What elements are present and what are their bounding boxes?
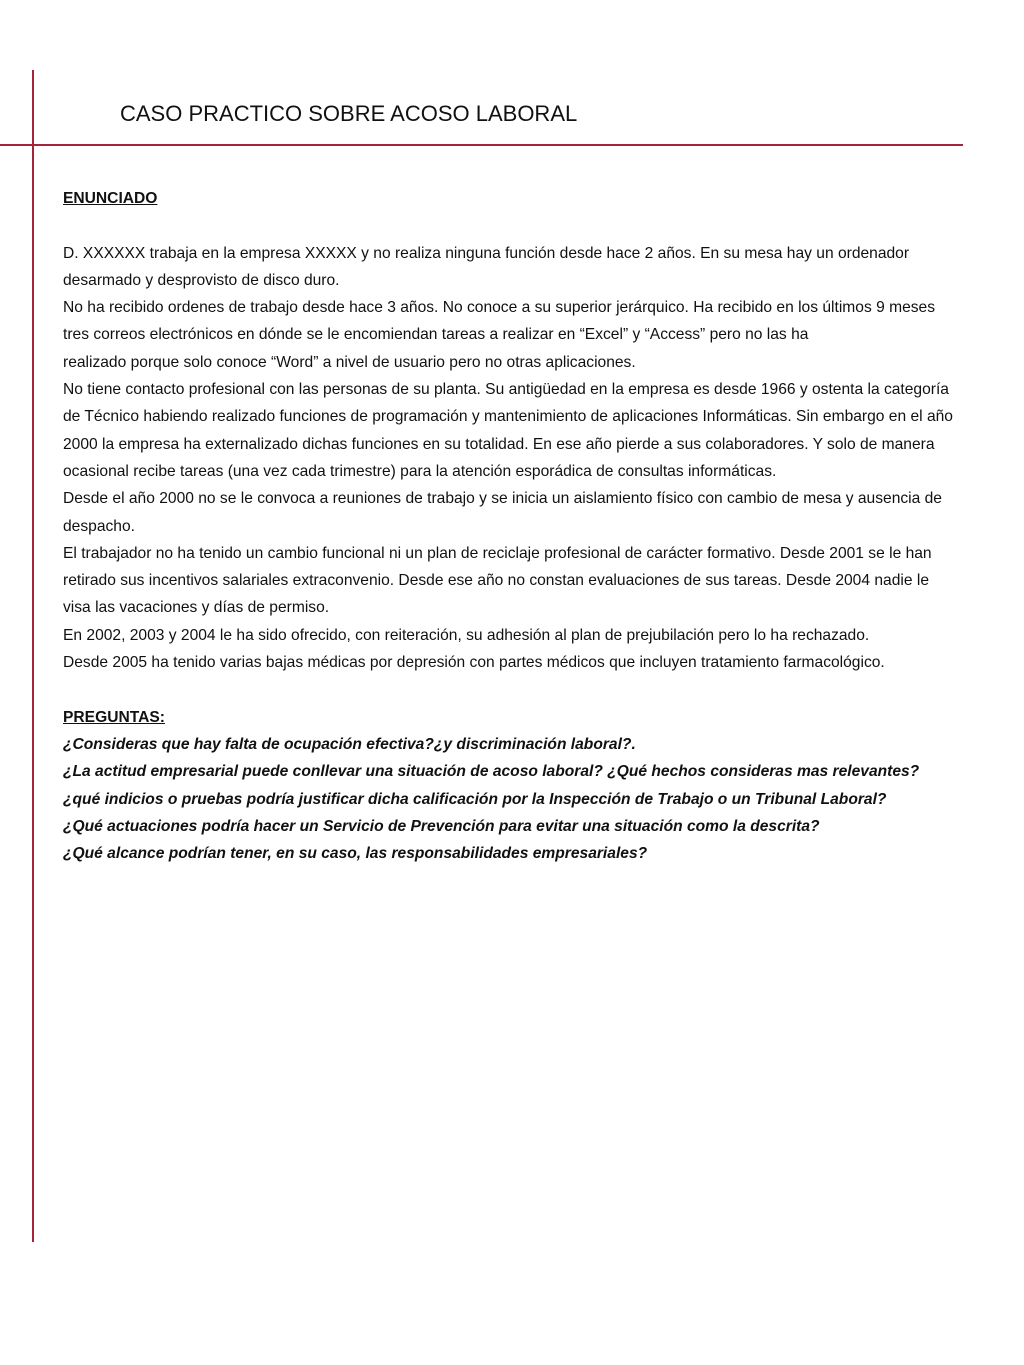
spacer — [63, 676, 958, 703]
question: ¿Qué actuaciones podría hacer un Servicio de Prevención para evitar una situación como la descrita? — [63, 817, 820, 835]
paragraph: No tiene contacto profesional con las personas de su planta. Su antigüedad en la empresa es desde 1966 y ostenta la categoría de Técnico habiendo realizado funciones de programación y mantenimiento de aplicaciones Informáticas. Sin embargo en el año 2000 la empresa ha externalizado dichas funciones en su totalidad. En ese año pierde a sus colaboradores. Y solo de manera ocasional recibe tareas (una vez cada trimestre) para la atención esporádica de consultas informáticas. — [63, 381, 953, 480]
paragraph: En 2002, 2003 y 2004 le ha sido ofrecido, con reiteración, su adhesión al plan de prejubilación pero lo ha rechazado. — [63, 626, 870, 644]
paragraph: No ha recibido ordenes de trabajo desde hace 3 años. No conoce a su superior jerárquico. Ha recibido en los últimos 9 meses tres correos electrónicos en dónde se le encomiendan tareas a realizar en “Excel” y “Access” pero no las ha — [63, 299, 936, 344]
paragraph: El trabajador no ha tenido un cambio funcional ni un plan de reciclaje profesional de carácter formativo. Desde 2001 se le han retirado sus incentivos salariales extraconvenio. Desde ese año no constan evaluaciones de sus tareas. Desde 2004 nadie le visa las vacaciones y días de permiso. — [63, 544, 932, 617]
margin-vertical-rule — [32, 70, 34, 1242]
question: ¿La actitud empresarial puede conllevar una situación de acoso laboral? ¿Qué hechos consideras mas relevantes? ¿qué indicios o pruebas podría justificar dicha calificación por la Inspección de Trabajo o un Tribunal Laboral? — [63, 763, 920, 808]
paragraph: Desde 2005 ha tenido varias bajas médicas por depresión con partes médicos que incluyen tratamiento farmacológico. — [63, 654, 885, 672]
paragraph: realizado porque solo conoce “Word” a nivel de usuario pero no otras aplicaciones. — [63, 353, 636, 371]
spacer — [63, 212, 958, 239]
question: ¿Consideras que hay falta de ocupación efectiva?¿y discriminación laboral?. — [63, 735, 636, 753]
header-horizontal-rule — [0, 144, 963, 146]
section-heading-preguntas: PREGUNTAS: — [63, 708, 165, 726]
section-heading-enunciado: ENUNCIADO — [63, 190, 158, 207]
paragraph: D. XXXXXX trabaja en la empresa XXXXX y no realiza ninguna función desde hace 2 años. En su mesa hay un ordenador desarmado y desprovisto de disco duro. — [63, 244, 910, 289]
question: ¿Qué alcance podrían tener, en su caso, las responsabilidades empresariales? — [63, 845, 648, 863]
paragraph: Desde el año 2000 no se le convoca a reuniones de trabajo y se inicia un aislamiento físico con cambio de mesa y ausencia de despacho. — [63, 490, 942, 535]
document-body — [63, 185, 958, 867]
page-title: CASO PRACTICO SOBRE ACOSO LABORAL — [120, 101, 578, 126]
